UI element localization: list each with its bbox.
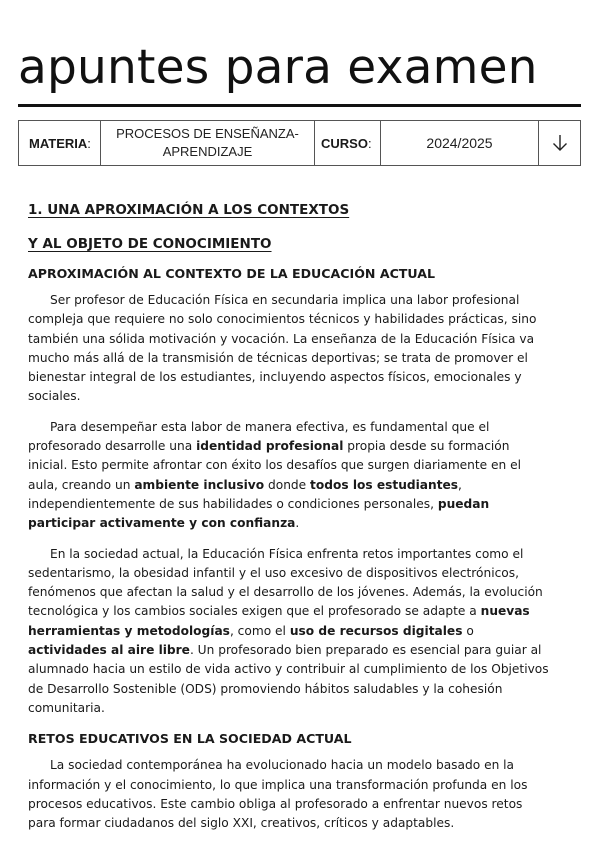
curso-label: CURSO xyxy=(321,135,368,151)
bold-aire-libre: actividades al aire libre xyxy=(28,643,190,658)
materia-value-cell xyxy=(101,121,315,165)
bold-ambiente: ambiente inclusivo xyxy=(134,477,265,492)
curso-label-cell xyxy=(315,121,381,165)
paragraph-4: La sociedad contemporánea ha evolucionado hacia un modelo basado en la información y el conocimiento, lo que implica una transformación profunda en los procesos educativos. Este cambio obliga al profesorado a enfrentar nuevos retos para formar ciudadanos del siglo XXI, creativos, críticos y adaptables. xyxy=(28,758,528,831)
materia-value: PROCESOS DE ENSEÑANZA-APRENDIZAJE xyxy=(116,126,299,159)
materia-label: MATERIA xyxy=(29,135,88,151)
download-button[interactable] xyxy=(539,121,580,165)
bold-herramientas: nuevas herramientas y metodologías xyxy=(28,604,530,638)
title-divider xyxy=(18,104,581,107)
bold-recursos: uso de recursos digitales xyxy=(289,623,463,638)
heading-1-line-2: Y AL OBJETO DE CONOCIMIENTO xyxy=(28,236,272,252)
arrow-down-icon xyxy=(552,134,568,152)
bold-identidad: identidad profesional xyxy=(196,439,344,454)
curso-value: 2024/2025 xyxy=(426,135,493,151)
materia-colon: : xyxy=(87,135,91,151)
bold-todos: todos los estudiantes xyxy=(310,477,459,492)
section-2-title: RETOS EDUCATIVOS EN LA SOCIEDAD ACTUAL xyxy=(28,731,352,747)
curso-value-cell xyxy=(381,121,539,165)
paragraph-3: En la sociedad actual, la Educación Física enfrenta retos importantes como el sedentarismo, la obesidad infantil y el uso excesivo de dispositivos electrónicos, fenómenos que afectan la salud y el desarrollo de los jóvenes. Además, la evolución tecnológica y los cambios sociales exigen que el profesorado se adapte a nuevas herramientas y metodologías, como el uso de recursos digitales o actividades al aire libre. Un profesorado bien preparado es esencial para guiar al alumnado hacia un estilo de vida activo y contribuir al cumplimiento de los Objetivos de Desarrollo Sostenible (ODS) promoviendo hábitos saludables y la cohesión comunitaria. xyxy=(28,546,549,715)
paragraph-1: Ser profesor de Educación Física en secundaria implica una labor profesional compleja que requiere no solo conocimientos técnicos y habilidades prácticas, sino también una sólida motivación y vocación. La enseñanza de la Educación Física va mucho más allá de la transmisión de técnicas deportivas; se trata de promover el bienestar integral de los estudiantes, incluyendo aspectos físicos, emocionales y sociales. xyxy=(28,293,537,404)
curso-colon: : xyxy=(367,135,372,151)
bold-participar: puedan participar activamente y con confianza xyxy=(28,496,490,531)
materia-label-cell xyxy=(19,121,101,165)
document-body xyxy=(28,196,550,844)
paragraph-2: Para desempeñar esta labor de manera efectiva, es fundamental que el profesorado desarrolle una identidad profesional propia desde su formación inicial. Esto permite afrontar con éxito los desafíos que surgen diariamente en el aula, creando un ambiente inclusivo donde todos los estudiantes, independientemente de sus habilidades o condiciones personales, puedan participar activamente y con confianza. xyxy=(28,419,522,531)
heading-1-line-1: 1. UNA APROXIMACIÓN A LOS CONTEXTOS xyxy=(28,202,350,218)
section-1-title: APROXIMACIÓN AL CONTEXTO DE LA EDUCACIÓN ACTUAL xyxy=(28,266,436,281)
document-title: apuntes para examen xyxy=(18,40,538,95)
course-info-table xyxy=(18,120,581,166)
